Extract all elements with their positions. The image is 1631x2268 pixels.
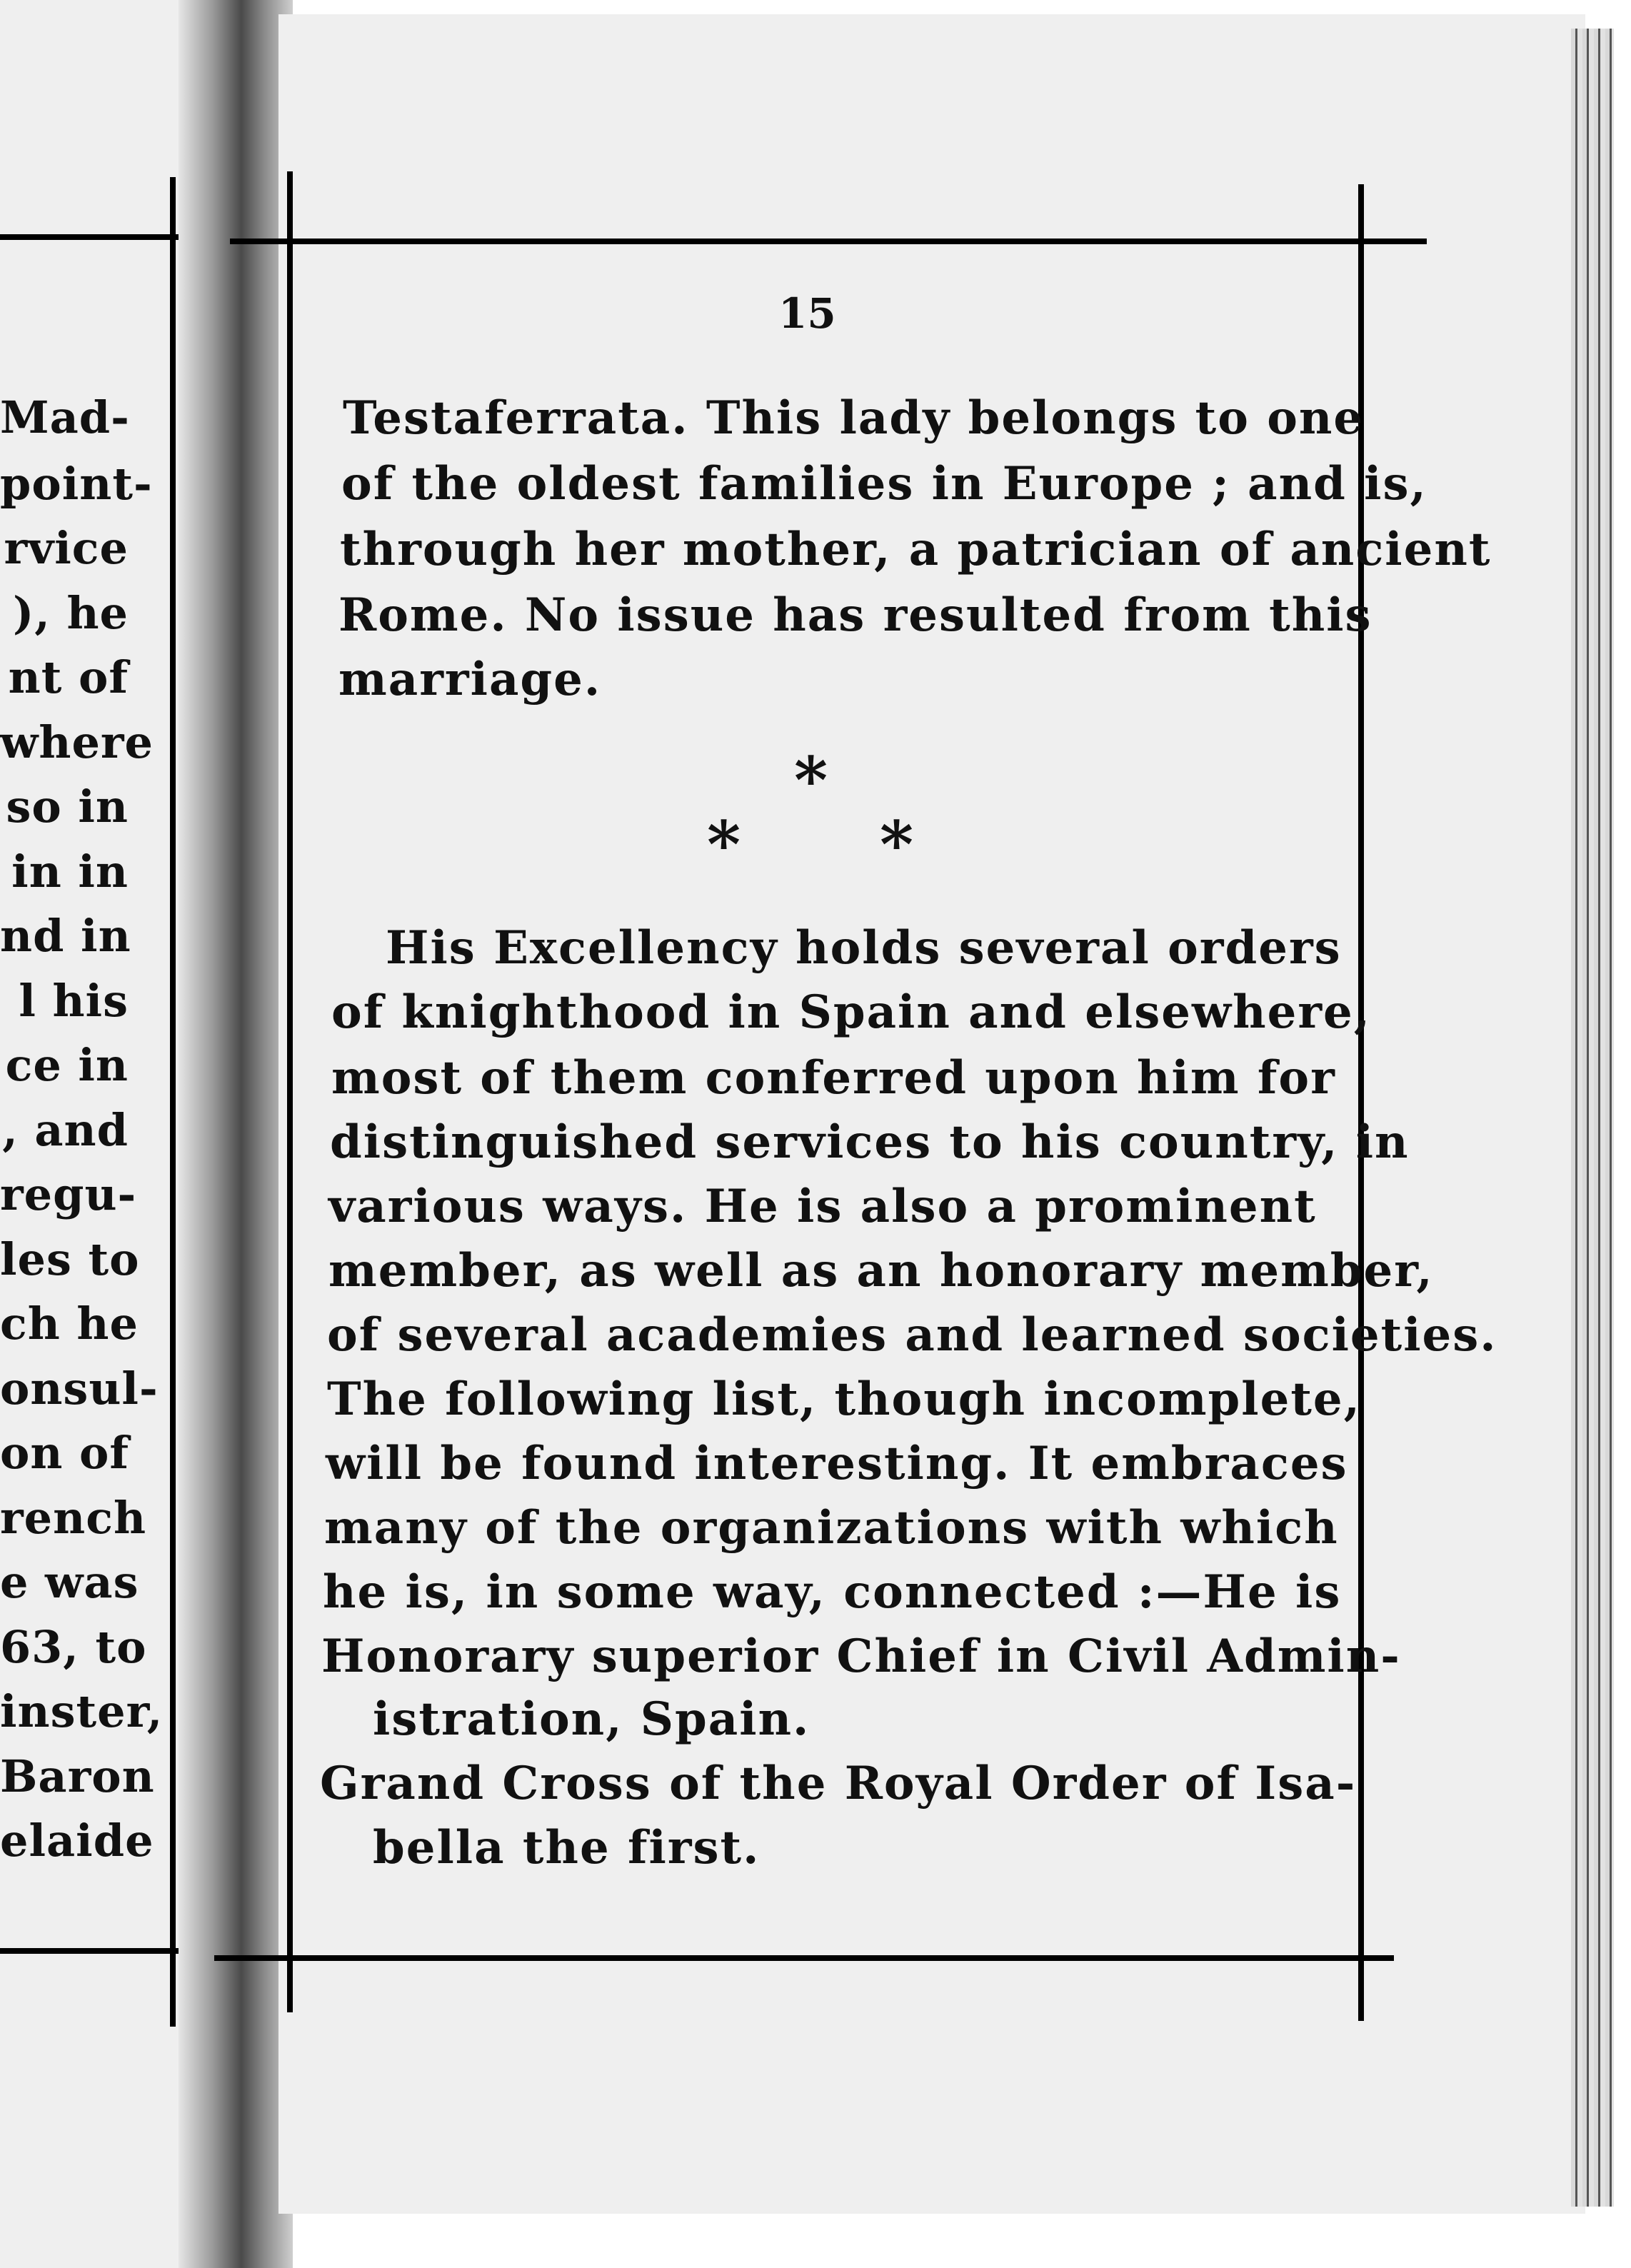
left-line: where xyxy=(0,716,154,768)
paragraph2-line: The following list, though incomplete, xyxy=(327,1373,1361,1426)
left-line: elaide xyxy=(0,1815,154,1867)
left-border-rule xyxy=(287,171,293,2012)
paragraph1-line: through her mother, a patrician of ancient xyxy=(340,523,1492,576)
separator-asterisk: * xyxy=(880,807,914,883)
left-page-border-rule xyxy=(170,177,176,2027)
top-rule xyxy=(230,239,1427,244)
paragraph2-line: of several academies and learned societies. xyxy=(327,1308,1497,1362)
left-page-lines xyxy=(0,0,164,2268)
paragraph1-line: Rome. No issue has resulted from this xyxy=(338,588,1372,642)
list-item-continuation: istration, Spain. xyxy=(373,1692,811,1746)
paragraph1-line: marriage. xyxy=(338,653,602,706)
paragraph2-line: he is, in some way, connected :—He is xyxy=(323,1565,1342,1619)
left-line: point- xyxy=(0,457,153,510)
left-line: so in xyxy=(6,781,129,833)
paragraph2-line: most of them conferred upon him for xyxy=(331,1051,1336,1105)
list-item-line: Grand Cross of the Royal Order of Isa- xyxy=(320,1757,1357,1810)
left-line: nt of xyxy=(8,651,129,703)
paragraph2-line: various ways. He is also a prominent xyxy=(328,1180,1317,1233)
left-line: onsul- xyxy=(0,1362,159,1415)
list-item-continuation: bella the first. xyxy=(373,1821,761,1875)
paragraph1-line: Testaferrata. This lady belongs to one xyxy=(343,391,1365,445)
left-line: ce in xyxy=(5,1039,129,1091)
paragraph2-line: His Excellency holds several orders xyxy=(386,921,1342,975)
paragraph1-line: of the oldest families in Europe ; and is, xyxy=(341,457,1427,511)
left-line: e was xyxy=(0,1556,139,1608)
paragraph2-line: member, as well as an honorary member, xyxy=(328,1244,1434,1298)
left-line: , and xyxy=(2,1103,129,1156)
separator-asterisk: * xyxy=(707,807,741,883)
left-line: rvice xyxy=(4,522,129,574)
list-item-line: Honorary superior Chief in Civil Admin- xyxy=(321,1630,1401,1683)
bottom-rule xyxy=(214,1955,1394,1961)
right-page xyxy=(278,14,1585,2214)
left-line: les to xyxy=(0,1233,140,1285)
left-line: 63, to xyxy=(0,1620,147,1673)
left-line: in in xyxy=(11,845,129,898)
left-line: ch he xyxy=(0,1298,139,1350)
separator-asterisk: * xyxy=(794,743,828,818)
book-gutter xyxy=(179,0,293,2268)
left-line: rench xyxy=(0,1491,147,1544)
left-line: ), he xyxy=(12,586,129,639)
left-line: Mad- xyxy=(0,391,130,443)
paragraph2-line: of knighthood in Spain and elsewhere, xyxy=(331,985,1372,1039)
page-edges xyxy=(1571,29,1614,2207)
left-line: on of xyxy=(0,1427,130,1479)
page-number: 15 xyxy=(778,289,836,338)
paragraph2-line: many of the organizations with which xyxy=(324,1501,1339,1555)
paragraph2-line: will be found interesting. It embraces xyxy=(326,1437,1348,1490)
left-line: inster, xyxy=(0,1685,164,1737)
left-line: nd in xyxy=(0,910,131,962)
paragraph2-line: distinguished services to his country, in xyxy=(330,1115,1410,1169)
left-line: l his xyxy=(19,974,129,1027)
left-line: Baron xyxy=(0,1750,155,1802)
left-line: regu- xyxy=(0,1168,137,1220)
